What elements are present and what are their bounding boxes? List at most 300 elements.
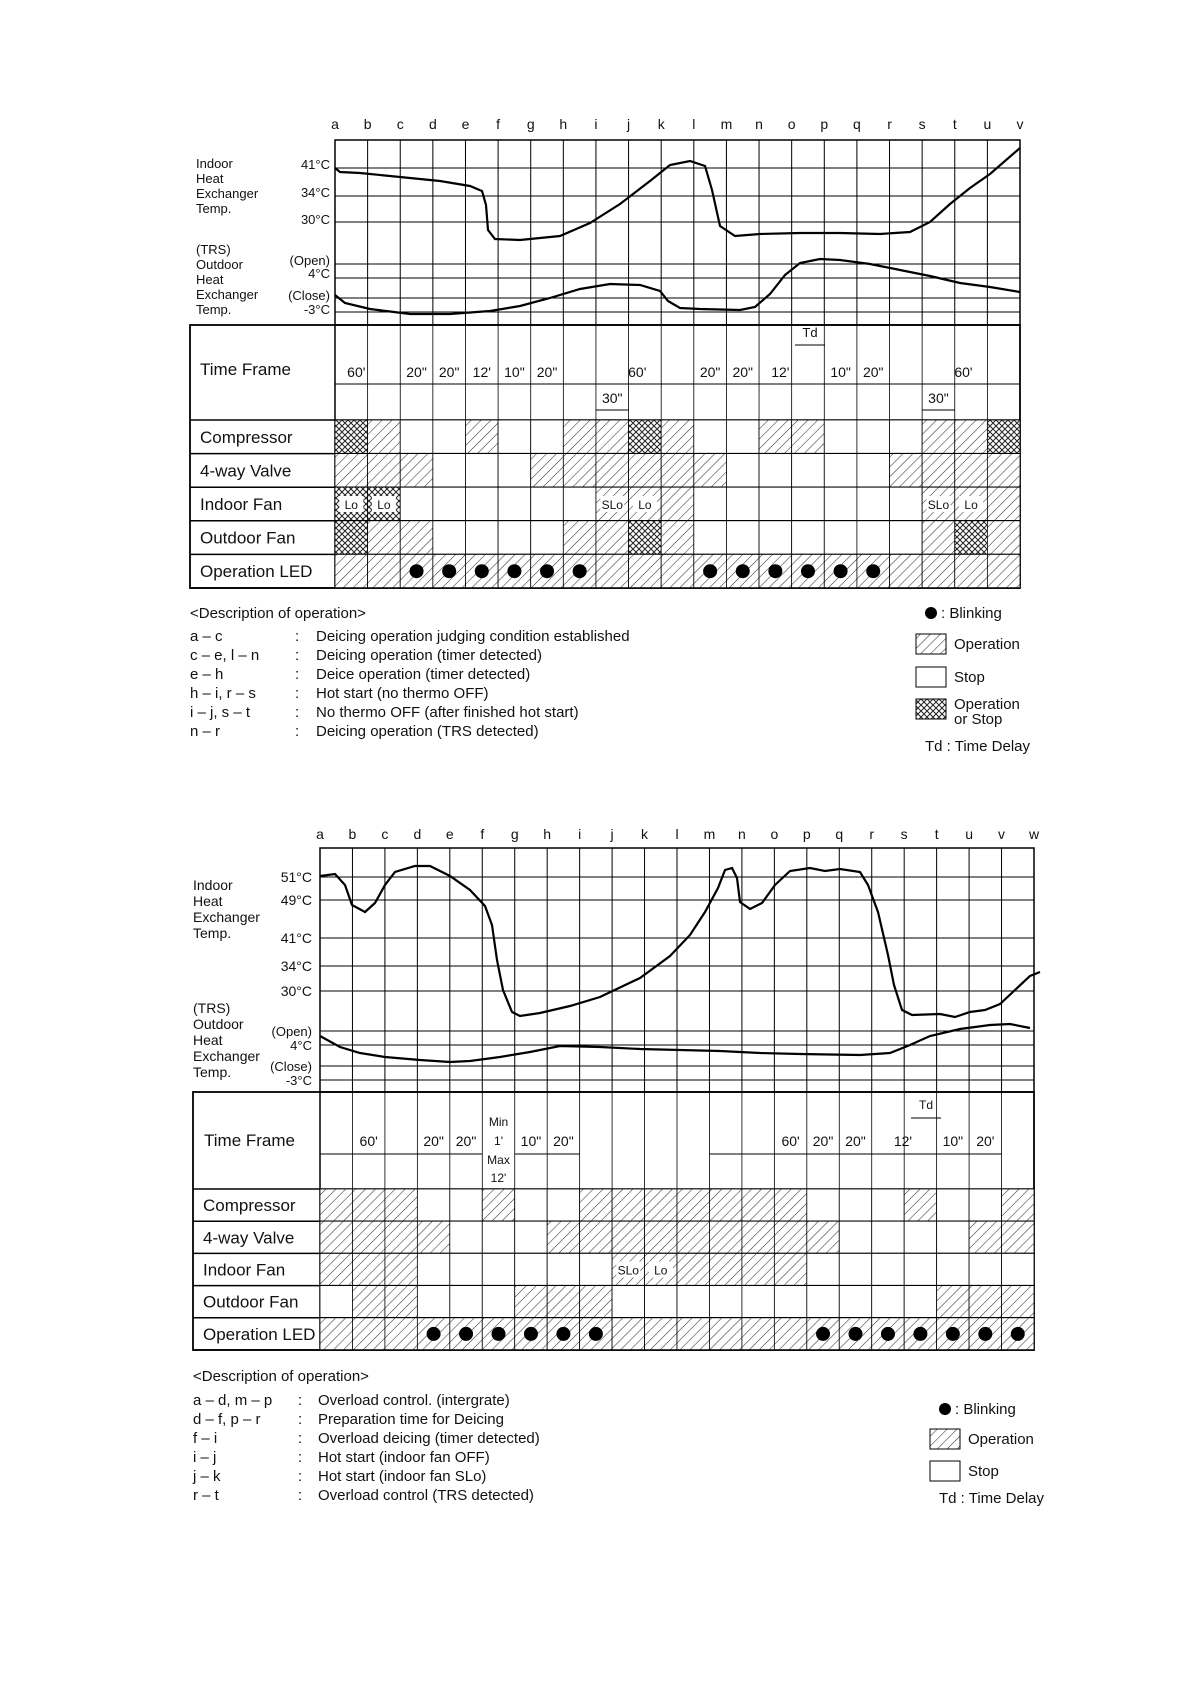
status-cell	[335, 554, 368, 588]
blinking-dot-icon	[913, 1327, 927, 1341]
indoor-label-line: Temp.	[193, 925, 232, 941]
status-cell	[645, 1221, 677, 1253]
column-letter-m: m	[703, 826, 716, 842]
status-cell	[629, 454, 662, 488]
column-letter-q: q	[853, 116, 861, 132]
blinking-dot-icon	[540, 564, 554, 578]
diagram-2-description	[192, 1368, 540, 1504]
description-colon: :	[298, 1430, 303, 1447]
status-cell	[987, 420, 1020, 454]
outdoor-label-line: Exchanger	[193, 1048, 260, 1064]
status-cell	[987, 554, 1020, 588]
column-letter-k: k	[641, 826, 649, 842]
column-letter-e: e	[445, 826, 454, 842]
operation-swatch-icon	[930, 1429, 960, 1449]
blinking-dot-icon	[459, 1327, 473, 1341]
status-cell	[450, 1253, 482, 1285]
status-cell	[774, 1189, 806, 1221]
diagram-2-indoor-ticks	[281, 869, 312, 999]
status-cell	[465, 420, 498, 454]
status-cell	[969, 1221, 1001, 1253]
column-letter-d: d	[413, 826, 422, 842]
status-cell	[661, 521, 694, 555]
status-cell	[824, 487, 857, 521]
status-cell	[385, 1286, 417, 1318]
status-cell	[857, 487, 890, 521]
column-letter-v: v	[1016, 116, 1024, 132]
description-text: Deicing operation (TRS detected)	[316, 723, 539, 740]
status-cell	[547, 1189, 579, 1221]
status-cell	[904, 1189, 936, 1221]
status-cell	[709, 1189, 741, 1221]
blinking-dot-icon	[925, 607, 937, 619]
column-letter-i: i	[594, 116, 598, 132]
outdoor-tick-minus3: -3°C	[285, 1073, 312, 1088]
duration-label: 12'	[472, 364, 491, 380]
status-cell	[580, 1253, 612, 1285]
description-text: Overload control (TRS detected)	[318, 1487, 534, 1504]
duration-label: 10"	[830, 364, 851, 380]
row-label: Compressor	[203, 1196, 296, 1216]
indoor-heat-exchanger-curve	[320, 866, 1040, 1017]
column-letter-t: t	[934, 826, 939, 842]
status-cell	[839, 1189, 871, 1221]
column-letter-g: g	[526, 116, 535, 132]
indoor-label-line: Indoor	[193, 877, 233, 893]
outdoor-label-line: Outdoor	[196, 257, 243, 272]
diagram-1	[190, 116, 1031, 755]
blinking-dot-icon	[946, 1327, 960, 1341]
status-cell	[839, 1221, 871, 1253]
description-key: n – r	[190, 723, 221, 740]
status-cell	[872, 1189, 904, 1221]
status-cell	[824, 454, 857, 488]
time-frame-label: Time Frame	[200, 360, 291, 379]
status-cell	[335, 454, 368, 488]
column-letter-l: l	[692, 116, 696, 132]
outdoor-label-line: Exchanger	[196, 287, 259, 302]
time-frame-label: Time Frame	[204, 1131, 295, 1150]
column-letter-j: j	[610, 826, 614, 842]
status-cell	[515, 1286, 547, 1318]
column-letter-u: u	[983, 116, 992, 132]
outdoor-label-line: (TRS)	[196, 242, 231, 257]
status-cell	[774, 1221, 806, 1253]
stop-swatch-icon	[930, 1461, 960, 1481]
status-cell	[482, 1221, 514, 1253]
diagram-2-time-frame	[204, 1098, 1002, 1185]
duration-label: 1'	[494, 1134, 503, 1148]
diagram-1-description	[190, 605, 630, 740]
status-cell	[433, 521, 466, 555]
outdoor-tick-4: 4°C	[290, 1038, 312, 1053]
status-cell	[368, 521, 401, 555]
legend-time-delay: Td : Time Delay	[939, 1490, 1045, 1507]
status-cell	[677, 1253, 709, 1285]
description-key: j – k	[193, 1468, 221, 1485]
status-cell	[890, 420, 923, 454]
duration-label: 12'	[490, 1171, 507, 1185]
status-cell	[612, 1221, 644, 1253]
status-cell	[955, 454, 988, 488]
description-key: f – i	[193, 1430, 218, 1447]
indoor-tick-41: 41°C	[280, 930, 312, 946]
status-cell	[498, 487, 531, 521]
td-label: Td	[802, 325, 818, 340]
indoor-label-line: Exchanger	[193, 909, 260, 925]
status-cell	[547, 1253, 579, 1285]
column-letter-p: p	[802, 826, 811, 842]
indoor-tick-41: 41°C	[300, 157, 330, 172]
status-cell	[872, 1221, 904, 1253]
td-label: Td	[918, 1098, 934, 1112]
diagram-1-time-frame	[200, 325, 1020, 410]
description-text: Overload deicing (timer detected)	[318, 1430, 540, 1447]
column-letter-o: o	[787, 116, 796, 132]
legend-blinking: : Blinking	[941, 605, 1002, 622]
status-cell	[400, 420, 433, 454]
blinking-dot-icon	[589, 1327, 603, 1341]
duration-label: 10"	[504, 364, 525, 380]
status-cell	[352, 1221, 384, 1253]
description-colon: :	[298, 1392, 303, 1409]
duration-label: Max	[487, 1153, 510, 1167]
status-cell	[450, 1286, 482, 1318]
status-cell	[596, 420, 629, 454]
indoor-label-line: Heat	[196, 171, 224, 186]
status-cell	[937, 1189, 969, 1221]
status-cell	[857, 521, 890, 555]
blinking-dot-icon	[556, 1327, 570, 1341]
status-cell	[857, 454, 890, 488]
status-cell	[742, 1221, 774, 1253]
blinking-dot-icon	[978, 1327, 992, 1341]
status-cell	[563, 420, 596, 454]
column-letter-m: m	[720, 116, 733, 132]
status-cell	[774, 1286, 806, 1318]
description-key: e – h	[190, 666, 224, 683]
description-text: Hot start (indoor fan OFF)	[318, 1449, 490, 1466]
outdoor-label-line: Outdoor	[193, 1016, 244, 1032]
status-cell	[661, 454, 694, 488]
description-colon: :	[298, 1468, 303, 1485]
blinking-dot-icon	[507, 564, 521, 578]
status-cell	[400, 487, 433, 521]
diagram-2-status-rows	[193, 1189, 1034, 1350]
status-cell	[433, 454, 466, 488]
status-cell	[774, 1318, 806, 1350]
column-letter-f: f	[480, 826, 485, 842]
status-cell	[531, 454, 564, 488]
status-cell	[890, 454, 923, 488]
duration-label: 20"	[406, 364, 427, 380]
duration-label: 10"	[520, 1133, 542, 1149]
blinking-dot-icon	[881, 1327, 895, 1341]
column-letter-h: h	[559, 116, 568, 132]
column-letter-f: f	[496, 116, 501, 132]
status-cell	[987, 454, 1020, 488]
duration-label: 60'	[781, 1133, 800, 1149]
status-cell	[677, 1221, 709, 1253]
status-cell	[709, 1221, 741, 1253]
status-cell	[969, 1253, 1001, 1285]
status-cell	[596, 554, 629, 588]
column-letter-r: r	[887, 116, 892, 132]
status-cell	[1002, 1253, 1034, 1285]
indoor-tick-30: 30°C	[280, 983, 312, 999]
status-cell	[563, 454, 596, 488]
status-cell	[922, 554, 955, 588]
duration-label: 30"	[928, 390, 949, 406]
status-cell	[824, 420, 857, 454]
status-cell	[937, 1286, 969, 1318]
status-cell	[352, 1189, 384, 1221]
legend-op-or-stop: Operation	[954, 696, 1020, 713]
indoor-heat-exchanger-curve	[335, 148, 1020, 240]
outdoor-label-line: (TRS)	[193, 1000, 231, 1016]
status-cell	[531, 521, 564, 555]
status-cell	[824, 521, 857, 555]
status-cell	[498, 454, 531, 488]
status-cell	[922, 454, 955, 488]
status-cell	[709, 1253, 741, 1285]
column-letter-r: r	[869, 826, 875, 842]
status-cell	[563, 521, 596, 555]
fan-speed-label: Lo	[344, 498, 358, 512]
status-cell	[352, 1318, 384, 1350]
status-cell	[547, 1221, 579, 1253]
status-cell	[857, 420, 890, 454]
status-cell	[385, 1189, 417, 1221]
status-cell	[759, 487, 792, 521]
status-cell	[890, 554, 923, 588]
status-cell	[417, 1221, 449, 1253]
description-colon: :	[298, 1411, 303, 1428]
stop-swatch-icon	[916, 667, 946, 687]
status-cell	[465, 454, 498, 488]
operation-or-stop-swatch-icon	[916, 699, 946, 719]
fan-speed-label: SLo	[617, 1263, 639, 1278]
status-cell	[450, 1221, 482, 1253]
duration-label: 60'	[347, 364, 366, 380]
indoor-label-line: Exchanger	[196, 186, 259, 201]
duration-label: 60'	[954, 364, 973, 380]
outdoor-label-line: Temp.	[196, 302, 232, 317]
blinking-dot-icon	[801, 564, 815, 578]
status-cell	[792, 454, 825, 488]
outdoor-tick-open: (Open)	[289, 253, 330, 268]
duration-label: 12'	[771, 364, 790, 380]
status-cell	[792, 521, 825, 555]
status-cell	[465, 487, 498, 521]
column-letter-u: u	[965, 826, 973, 842]
status-cell	[792, 420, 825, 454]
duration-label: 10"	[942, 1133, 964, 1149]
status-cell	[645, 1286, 677, 1318]
blinking-dot-icon	[1011, 1327, 1025, 1341]
legend-stop: Stop	[954, 669, 985, 686]
status-cell	[433, 420, 466, 454]
row-label: Outdoor Fan	[200, 528, 296, 548]
status-cell	[872, 1286, 904, 1318]
description-text: Overload control. (intergrate)	[318, 1392, 510, 1409]
status-cell	[515, 1189, 547, 1221]
duration-label: 30"	[601, 390, 623, 406]
row-label: Outdoor Fan	[203, 1292, 299, 1312]
fan-speed-label: Lo	[638, 498, 652, 512]
status-cell	[320, 1286, 352, 1318]
status-cell	[368, 554, 401, 588]
blinking-dot-icon	[866, 564, 880, 578]
column-letter-j: j	[627, 116, 631, 132]
duration-label: 20"	[455, 1133, 477, 1149]
indoor-label-line: Indoor	[196, 156, 233, 171]
duration-label: Min	[488, 1115, 509, 1129]
indoor-tick-34: 34°C	[280, 958, 312, 974]
blinking-dot-icon	[442, 564, 456, 578]
duration-label: 20"	[423, 1133, 444, 1149]
status-cell	[987, 521, 1020, 555]
status-cell	[417, 1189, 449, 1221]
column-letter-c: c	[396, 116, 404, 132]
status-cell	[645, 1318, 677, 1350]
status-cell	[1002, 1189, 1034, 1221]
column-letter-e: e	[461, 116, 470, 132]
status-cell	[400, 521, 433, 555]
blinking-dot-icon	[410, 564, 424, 578]
status-cell	[580, 1221, 612, 1253]
status-cell	[709, 1286, 741, 1318]
status-cell	[969, 1189, 1001, 1221]
diagram-1-outdoor-ticks	[288, 253, 330, 317]
status-cell	[580, 1286, 612, 1318]
status-cell	[726, 521, 759, 555]
status-cell	[335, 420, 368, 454]
diagram-1-indoor-ticks	[301, 157, 330, 227]
duration-label: 60'	[359, 1133, 378, 1149]
status-cell	[694, 487, 727, 521]
status-cell	[922, 420, 955, 454]
legend-time-delay: Td : Time Delay	[925, 738, 1031, 755]
diagram-2-outdoor-ticks	[270, 1024, 312, 1088]
duration-label: 20"	[862, 364, 884, 380]
column-letter-v: v	[998, 826, 1006, 842]
status-cell	[531, 420, 564, 454]
outdoor-label-line: Heat	[193, 1032, 223, 1048]
row-label: Indoor Fan	[200, 495, 283, 514]
blinking-dot-icon	[736, 564, 750, 578]
status-cell	[904, 1221, 936, 1253]
status-cell	[937, 1253, 969, 1285]
status-cell	[1002, 1286, 1034, 1318]
status-cell	[742, 1318, 774, 1350]
outdoor-tick-open: (Open)	[271, 1024, 312, 1039]
status-cell	[987, 487, 1020, 521]
status-cell	[774, 1253, 806, 1285]
status-cell	[890, 521, 923, 555]
diagram-1-status-rows	[190, 420, 1020, 588]
column-letter-h: h	[543, 826, 552, 842]
column-letter-d: d	[428, 116, 437, 132]
column-letter-l: l	[675, 826, 679, 842]
description-text: Deicing operation (timer detected)	[316, 647, 542, 664]
blinking-dot-icon	[524, 1327, 538, 1341]
column-letter-s: s	[918, 116, 926, 132]
description-key: d – f, p – r	[193, 1411, 261, 1428]
blinking-dot-icon	[849, 1327, 863, 1341]
status-cell	[694, 521, 727, 555]
status-cell	[465, 521, 498, 555]
duration-label: 20"	[812, 1133, 834, 1149]
status-cell	[580, 1189, 612, 1221]
description-key: i – j, s – t	[190, 704, 251, 721]
status-cell	[792, 487, 825, 521]
row-label: 4-way Valve	[200, 461, 292, 481]
outdoor-label-line: Temp.	[193, 1064, 232, 1080]
status-cell	[482, 1189, 514, 1221]
status-cell	[742, 1253, 774, 1285]
fan-speed-label: Lo	[654, 1263, 668, 1278]
status-cell	[612, 1189, 644, 1221]
status-cell	[677, 1286, 709, 1318]
status-cell	[320, 1318, 352, 1350]
row-label: 4-way Valve	[203, 1228, 295, 1248]
status-cell	[872, 1253, 904, 1285]
status-cell	[515, 1253, 547, 1285]
status-cell	[661, 554, 694, 588]
status-cell	[629, 554, 662, 588]
status-cell	[368, 420, 401, 454]
status-cell	[596, 521, 629, 555]
status-cell	[661, 420, 694, 454]
diagram-2	[192, 826, 1045, 1507]
description-colon: :	[295, 628, 300, 645]
description-text: Deicing operation judging condition established	[316, 628, 630, 645]
blinking-dot-icon	[427, 1327, 441, 1341]
diagram-2-legend	[930, 1401, 1045, 1507]
diagram-2-outdoor-label	[193, 1000, 260, 1080]
description-text: No thermo OFF (after finished hot start)	[316, 704, 579, 721]
status-cell	[726, 454, 759, 488]
description-colon: :	[295, 666, 300, 683]
blinking-dot-icon	[573, 564, 587, 578]
column-letter-p: p	[820, 116, 829, 132]
status-cell	[320, 1253, 352, 1285]
outdoor-heat-exchanger-curve	[335, 259, 1020, 314]
status-cell	[385, 1221, 417, 1253]
row-label: Indoor Fan	[203, 1260, 286, 1280]
status-cell	[645, 1189, 677, 1221]
status-cell	[320, 1221, 352, 1253]
indoor-tick-30: 30°C	[300, 212, 330, 227]
status-cell	[352, 1286, 384, 1318]
duration-label: 60'	[628, 364, 647, 380]
status-cell	[759, 420, 792, 454]
description-key: a – c	[190, 628, 223, 645]
row-label: Compressor	[200, 427, 293, 447]
status-cell	[807, 1286, 839, 1318]
status-cell	[385, 1318, 417, 1350]
description-text: Hot start (no thermo OFF)	[316, 685, 489, 702]
description-text: Deice operation (timer detected)	[316, 666, 531, 683]
outdoor-tick-4: 4°C	[308, 266, 330, 281]
status-cell	[482, 1286, 514, 1318]
status-cell	[807, 1189, 839, 1221]
status-cell	[612, 1318, 644, 1350]
column-letter-b: b	[348, 826, 357, 842]
fan-speed-label: Lo	[964, 498, 978, 512]
column-letter-n: n	[738, 826, 746, 842]
